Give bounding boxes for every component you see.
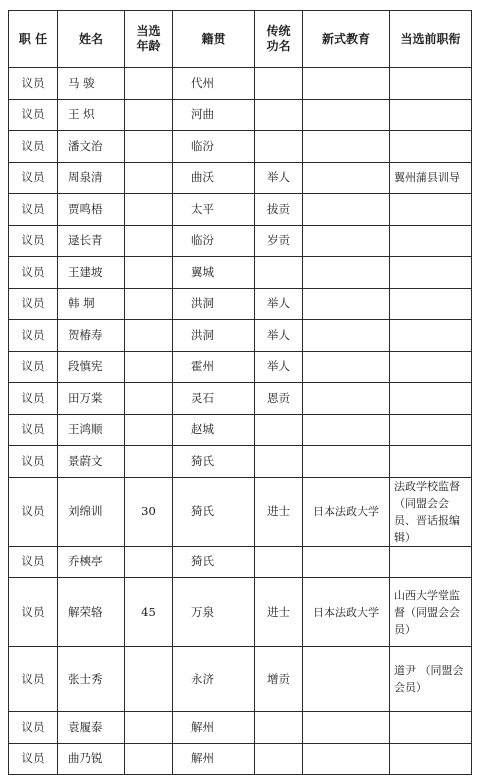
- cell-native: 太平: [173, 194, 255, 226]
- cell-native: 猗氏: [173, 546, 255, 578]
- table-row: [9, 257, 472, 289]
- cell-position: 议员: [9, 351, 58, 383]
- cell-education: 日本法政大学: [303, 477, 390, 546]
- cell-age: [125, 414, 173, 446]
- cell-native: 解州: [173, 743, 255, 775]
- header-age: [125, 11, 173, 68]
- header-prior: 当选前职衔: [390, 11, 472, 68]
- cell-native: 猗氏: [173, 446, 255, 478]
- cell-prior: 翼州蒲县训导: [390, 162, 472, 194]
- header-age-line2: 年龄: [136, 39, 161, 53]
- cell-merit: 举人: [255, 288, 303, 320]
- cell-name: 周泉清: [58, 162, 125, 194]
- table-row: [9, 477, 472, 546]
- cell-prior: 道尹 （同盟会会员）: [390, 647, 472, 712]
- cell-position: 议员: [9, 414, 58, 446]
- header-merit-line1: 传统: [266, 24, 291, 38]
- cell-age: [125, 546, 173, 578]
- cell-education: [303, 647, 390, 712]
- cell-merit: 举人: [255, 320, 303, 352]
- cell-education: [303, 288, 390, 320]
- cell-education: [303, 68, 390, 100]
- table-row: [9, 162, 472, 194]
- cell-prior: 山西大学堂监督（同盟会会员）: [390, 578, 472, 647]
- cell-age: [125, 351, 173, 383]
- cell-prior: [390, 194, 472, 226]
- cell-education: [303, 743, 390, 775]
- cell-age: [125, 68, 173, 100]
- cell-age: [125, 162, 173, 194]
- table-row: [9, 351, 472, 383]
- cell-position: 议员: [9, 288, 58, 320]
- table-body: [9, 68, 472, 775]
- cell-name: 曲乃锐: [58, 743, 125, 775]
- cell-position: 议员: [9, 194, 58, 226]
- cell-merit: [255, 99, 303, 131]
- cell-education: [303, 383, 390, 415]
- table-row: [9, 578, 472, 647]
- cell-education: [303, 225, 390, 257]
- table-row: [9, 446, 472, 478]
- cell-merit: 恩贡: [255, 383, 303, 415]
- cell-education: [303, 320, 390, 352]
- cell-position: 议员: [9, 131, 58, 163]
- cell-age: [125, 743, 173, 775]
- cell-education: [303, 257, 390, 289]
- cell-education: [303, 162, 390, 194]
- table-row: [9, 194, 472, 226]
- table-row: [9, 383, 472, 415]
- cell-name: 马 骏: [58, 68, 125, 100]
- cell-merit: [255, 546, 303, 578]
- table-row: [9, 131, 472, 163]
- cell-position: 议员: [9, 446, 58, 478]
- cell-age: [125, 225, 173, 257]
- cell-native: 洪洞: [173, 288, 255, 320]
- cell-merit: [255, 414, 303, 446]
- cell-prior: [390, 225, 472, 257]
- cell-prior: 法政学校监督（同盟会会员、晋话报编辑）: [390, 477, 472, 546]
- table-row: [9, 320, 472, 352]
- cell-prior: [390, 712, 472, 744]
- cell-native: 赵城: [173, 414, 255, 446]
- cell-native: 河曲: [173, 99, 255, 131]
- cell-position: 议员: [9, 546, 58, 578]
- cell-education: [303, 546, 390, 578]
- cell-age: [125, 194, 173, 226]
- cell-age: [125, 446, 173, 478]
- cell-education: [303, 131, 390, 163]
- header-row: [9, 11, 472, 68]
- cell-position: 议员: [9, 477, 58, 546]
- cell-age: [125, 647, 173, 712]
- cell-merit: 岁贡: [255, 225, 303, 257]
- cell-prior: [390, 743, 472, 775]
- table-row: [9, 288, 472, 320]
- header-age-line1: 当选: [136, 24, 161, 38]
- cell-native: 洪洞: [173, 320, 255, 352]
- cell-prior: [390, 131, 472, 163]
- cell-position: 议员: [9, 320, 58, 352]
- cell-position: 议员: [9, 743, 58, 775]
- cell-merit: 拔贡: [255, 194, 303, 226]
- cell-native: 代州: [173, 68, 255, 100]
- table-row: [9, 546, 472, 578]
- cell-native: 霍州: [173, 351, 255, 383]
- cell-position: 议员: [9, 383, 58, 415]
- cell-name: 贾鸣梧: [58, 194, 125, 226]
- cell-merit: [255, 131, 303, 163]
- cell-name: 王鸿顺: [58, 414, 125, 446]
- cell-name: 田万棠: [58, 383, 125, 415]
- cell-native: 永济: [173, 647, 255, 712]
- cell-name: 王建坡: [58, 257, 125, 289]
- header-name: 姓名: [58, 11, 125, 68]
- cell-prior: [390, 446, 472, 478]
- cell-name: 解荣辂: [58, 578, 125, 647]
- cell-native: 翼城: [173, 257, 255, 289]
- cell-name: 贺椿寿: [58, 320, 125, 352]
- cell-name: 袁履泰: [58, 712, 125, 744]
- cell-name: 段慎宪: [58, 351, 125, 383]
- cell-name: 乔樉亭: [58, 546, 125, 578]
- cell-education: [303, 446, 390, 478]
- cell-age: [125, 383, 173, 415]
- cell-position: 议员: [9, 68, 58, 100]
- cell-age: [125, 288, 173, 320]
- cell-native: 万泉: [173, 578, 255, 647]
- cell-prior: [390, 414, 472, 446]
- cell-native: 猗氏: [173, 477, 255, 546]
- cell-name: 刘绵训: [58, 477, 125, 546]
- cell-native: 解州: [173, 712, 255, 744]
- cell-prior: [390, 351, 472, 383]
- cell-prior: [390, 99, 472, 131]
- cell-position: 议员: [9, 712, 58, 744]
- table-row: [9, 647, 472, 712]
- cell-name: 王 炽: [58, 99, 125, 131]
- cell-age: [125, 257, 173, 289]
- cell-education: [303, 712, 390, 744]
- cell-native: 灵石: [173, 383, 255, 415]
- cell-prior: [390, 257, 472, 289]
- cell-education: [303, 194, 390, 226]
- cell-position: 议员: [9, 225, 58, 257]
- cell-merit: [255, 257, 303, 289]
- header-merit: [255, 11, 303, 68]
- cell-native: 曲沃: [173, 162, 255, 194]
- cell-education: [303, 351, 390, 383]
- cell-merit: [255, 68, 303, 100]
- member-table: [8, 10, 472, 775]
- cell-prior: [390, 320, 472, 352]
- cell-merit: [255, 712, 303, 744]
- cell-native: 临汾: [173, 225, 255, 257]
- cell-age: [125, 99, 173, 131]
- cell-position: 议员: [9, 578, 58, 647]
- header-merit-line2: 功名: [266, 39, 291, 53]
- header-education: 新式教育: [303, 11, 390, 68]
- cell-education: [303, 414, 390, 446]
- header-native: 籍贯: [173, 11, 255, 68]
- table-row: [9, 414, 472, 446]
- table-row: [9, 99, 472, 131]
- cell-prior: [390, 546, 472, 578]
- cell-name: 逯长青: [58, 225, 125, 257]
- header-position: 职 任: [9, 11, 58, 68]
- cell-age: 30: [125, 477, 173, 546]
- cell-merit: 增贡: [255, 647, 303, 712]
- cell-merit: 举人: [255, 162, 303, 194]
- cell-prior: [390, 383, 472, 415]
- cell-merit: [255, 743, 303, 775]
- table-row: [9, 68, 472, 100]
- cell-prior: [390, 68, 472, 100]
- cell-merit: 举人: [255, 351, 303, 383]
- cell-position: 议员: [9, 257, 58, 289]
- cell-position: 议员: [9, 647, 58, 712]
- cell-name: 景蔚文: [58, 446, 125, 478]
- cell-age: [125, 131, 173, 163]
- cell-merit: 进士: [255, 477, 303, 546]
- cell-merit: [255, 446, 303, 478]
- cell-position: 议员: [9, 99, 58, 131]
- cell-prior: [390, 288, 472, 320]
- table-row: [9, 712, 472, 744]
- cell-age: 45: [125, 578, 173, 647]
- cell-education: 日本法政大学: [303, 578, 390, 647]
- cell-education: [303, 99, 390, 131]
- cell-merit: 进士: [255, 578, 303, 647]
- cell-position: 议员: [9, 162, 58, 194]
- cell-native: 临汾: [173, 131, 255, 163]
- cell-age: [125, 320, 173, 352]
- cell-name: 潘文治: [58, 131, 125, 163]
- cell-name: 韩 垌: [58, 288, 125, 320]
- table-row: [9, 225, 472, 257]
- cell-name: 张士秀: [58, 647, 125, 712]
- member-table-container: [8, 10, 471, 775]
- cell-age: [125, 712, 173, 744]
- table-row: [9, 743, 472, 775]
